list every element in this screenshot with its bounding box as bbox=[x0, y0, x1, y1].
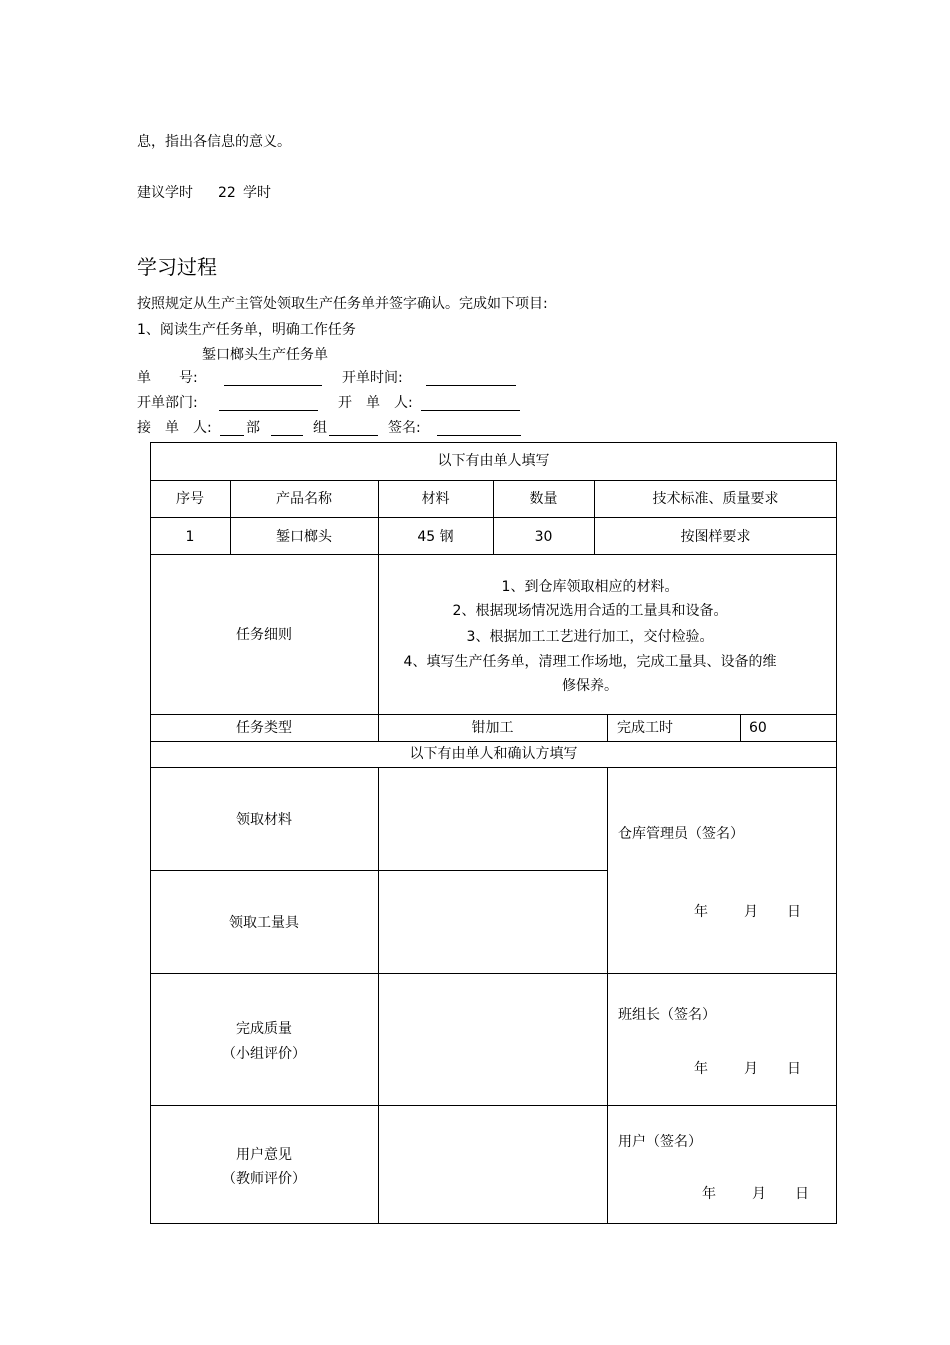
hours-label: 完成工时 bbox=[617, 720, 673, 736]
detail-line: 修保养。 bbox=[562, 678, 618, 694]
detail-line: 4、填写生产任务单，清理工作场地，完成工量具、设备的维 bbox=[403, 654, 777, 670]
col-header: 序号 bbox=[176, 491, 204, 507]
detail-line: 3、根据加工工艺进行加工，交付检验。 bbox=[466, 629, 714, 645]
order-no-label: 单 号: bbox=[137, 370, 198, 386]
dept-suffix: 部 bbox=[246, 420, 260, 436]
detail-line: 1、到仓库领取相应的材料。 bbox=[501, 579, 679, 595]
date-day: 日 bbox=[795, 1186, 809, 1202]
task-type-value: 钳加工 bbox=[471, 720, 514, 736]
date-day: 日 bbox=[787, 1061, 801, 1077]
receive-materials-label: 领取材料 bbox=[236, 812, 292, 828]
suggested-hours-label: 建议学时 bbox=[137, 185, 193, 201]
suggested-hours-unit: 学时 bbox=[243, 185, 271, 201]
user-opinion-sub: （教师评价） bbox=[222, 1171, 306, 1187]
section-title: 学习过程 bbox=[137, 255, 217, 279]
quality-sub: （小组评价） bbox=[222, 1046, 306, 1062]
intro-text: 息，指出各信息的意义。 bbox=[137, 134, 291, 150]
group-suffix: 组 bbox=[313, 420, 327, 436]
col-header: 材料 bbox=[421, 491, 450, 507]
date-month: 月 bbox=[744, 904, 758, 920]
date-day: 日 bbox=[787, 904, 801, 920]
dept-label: 开单部门: bbox=[137, 395, 198, 411]
table-cell: 30 bbox=[534, 529, 553, 545]
detail-line: 2、根据现场情况选用合适的工量具和设备。 bbox=[452, 603, 728, 619]
table-cell: 按图样要求 bbox=[680, 529, 751, 545]
suggested-hours-value: 22 bbox=[218, 185, 236, 201]
table-cell: 45 钢 bbox=[417, 529, 454, 545]
table-cell: 1 bbox=[185, 529, 195, 545]
step-1-text: 1、阅读生产任务单，明确工作任务 bbox=[137, 322, 356, 338]
date-year: 年 bbox=[702, 1186, 716, 1202]
table-header-note: 以下有由单人填写 bbox=[437, 453, 550, 469]
quality-label: 完成质量 bbox=[236, 1021, 292, 1037]
col-header: 技术标准、质量要求 bbox=[652, 491, 779, 507]
receive-tools-label: 领取工量具 bbox=[229, 915, 299, 931]
open-time-label: 开单时间: bbox=[342, 370, 403, 386]
form-title: 錾口榔头生产任务单 bbox=[202, 347, 328, 363]
date-month: 月 bbox=[752, 1186, 766, 1202]
col-header: 数量 bbox=[529, 491, 558, 507]
col-header: 产品名称 bbox=[276, 491, 332, 507]
date-year: 年 bbox=[694, 904, 708, 920]
sign-label: 签名: bbox=[388, 420, 421, 436]
instruction-text: 按照规定从生产主管处领取生产任务单并签字确认。完成如下项目: bbox=[137, 296, 548, 312]
details-label: 任务细则 bbox=[236, 627, 292, 643]
hours-value: 60 bbox=[749, 720, 767, 736]
confirm-note: 以下有由单人和确认方填写 bbox=[409, 746, 578, 762]
opener-label: 开 单 人: bbox=[338, 395, 413, 411]
leader-sign-label: 班组长（签名） bbox=[618, 1007, 716, 1023]
table-cell: 錾口榔头 bbox=[276, 529, 332, 545]
date-year: 年 bbox=[694, 1061, 708, 1077]
date-month: 月 bbox=[744, 1061, 758, 1077]
receiver-label: 接 单 人: bbox=[137, 420, 212, 436]
warehouse-sign-label: 仓库管理员（签名） bbox=[618, 826, 744, 842]
task-type-label: 任务类型 bbox=[236, 720, 292, 736]
user-opinion-label: 用户意见 bbox=[236, 1147, 292, 1163]
user-sign-label: 用户（签名） bbox=[618, 1134, 702, 1150]
